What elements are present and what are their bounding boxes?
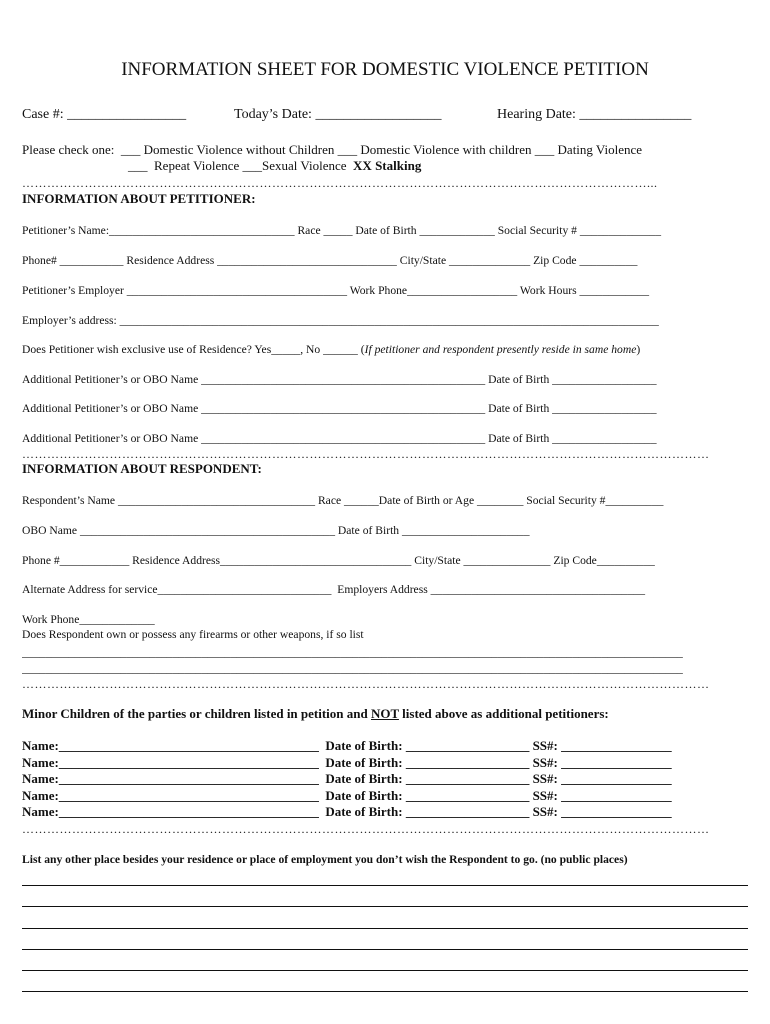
- respondent-name-line: Respondent’s Name __________________________________ Race ______Date of Birth or Age ________ Social Security #__________: [22, 494, 664, 507]
- firearms-blank-line: __________________________________________________________________________________________________________________: [22, 647, 683, 659]
- dotted-separator: ……………………………………………………………………………………………………………………………………...: [22, 177, 658, 189]
- minor-children-heading-end: listed above as additional petitioners:: [398, 706, 609, 721]
- child-entry-row: Name:________________________________________ Date of Birth: ___________________ SS#: _________________: [22, 804, 672, 819]
- firearms-question: Does Respondent own or possess any firearms or other weapons, if so list: [22, 628, 364, 641]
- writing-line: [22, 991, 748, 992]
- case-number-field: Case #: _________________: [22, 107, 187, 122]
- employer-address-line: Employer’s address: _____________________________________________________________________________________________: [22, 314, 659, 327]
- petitioner-section-heading: INFORMATION ABOUT PETITIONER:: [22, 191, 256, 206]
- writing-line: [22, 970, 748, 971]
- petitioner-phone-line: Phone# ___________ Residence Address _______________________________ City/State ______________ Zip Code __________: [22, 254, 638, 267]
- other-places-heading: List any other place besides your residence or place of employment you don’t wish the Respondent to go. (no public places): [22, 853, 628, 866]
- child-entry-row: Name:________________________________________ Date of Birth: ___________________ SS#: _________________: [22, 788, 672, 803]
- petitioner-employer-line: Petitioner’s Employer ______________________________________ Work Phone___________________ Work Hours ____________: [22, 284, 650, 297]
- minor-children-heading-not: NOT: [370, 706, 399, 721]
- child-entry-row: Name:________________________________________ Date of Birth: ___________________ SS#: _________________: [22, 771, 672, 786]
- child-entry-row: Name:________________________________________ Date of Birth: ___________________ SS#: _________________: [22, 755, 672, 770]
- case-type-options: ___ Repeat Violence ___Sexual Violence: [128, 158, 354, 173]
- todays-date-field: Today’s Date: __________________: [234, 107, 442, 122]
- exclusive-residence-question: Does Petitioner wish exclusive use of Residence? Yes_____, No ______ (: [22, 343, 365, 356]
- minor-children-heading: [22, 707, 609, 720]
- additional-petitioner-line: Additional Petitioner’s or OBO Name _________________________________________________ Date of Birth __________________: [22, 402, 657, 415]
- writing-line: [22, 949, 748, 950]
- dotted-separator: …………………………………………………………………………………………………………………………………………………: [22, 823, 710, 835]
- exclusive-residence-line: [22, 344, 640, 356]
- respondent-obo-line: OBO Name ____________________________________________ Date of Birth ______________________: [22, 524, 530, 537]
- respondent-phone-line: Phone #____________ Residence Address_________________________________ City/State _______________ Zip Code__________: [22, 554, 655, 567]
- exclusive-residence-note: If petitioner and respondent presently reside in same home: [364, 343, 637, 356]
- respondent-work-phone-line: Work Phone_____________: [22, 613, 155, 626]
- petitioner-name-line: Petitioner’s Name:________________________________ Race _____ Date of Birth _____________ Social Security # ______________: [22, 224, 661, 237]
- writing-line: [22, 906, 748, 907]
- respondent-section-heading: INFORMATION ABOUT RESPONDENT:: [22, 461, 262, 476]
- exclusive-residence-close: ): [636, 343, 641, 356]
- additional-petitioner-line: Additional Petitioner’s or OBO Name _________________________________________________ Date of Birth __________________: [22, 373, 657, 386]
- page-title: INFORMATION SHEET FOR DOMESTIC VIOLENCE PETITION: [121, 59, 649, 80]
- minor-children-heading-start: Minor Children of the parties or children listed in petition and: [22, 706, 371, 721]
- child-entry-row: Name:________________________________________ Date of Birth: ___________________ SS#: _________________: [22, 738, 672, 753]
- dotted-separator: …………………………………………………………………………………………………………………………………………………: [22, 448, 710, 460]
- case-type-selected: XX Stalking: [353, 158, 422, 173]
- additional-petitioner-line: Additional Petitioner’s or OBO Name _________________________________________________ Date of Birth __________________: [22, 432, 657, 445]
- respondent-alt-address-line: Alternate Address for service______________________________ Employers Address _____________________________________: [22, 583, 646, 596]
- case-type-checklist-line2: [128, 159, 421, 172]
- writing-line: [22, 928, 748, 929]
- hearing-date-field: Hearing Date: ________________: [497, 107, 692, 122]
- case-type-checklist-line1: Please check one: ___ Domestic Violence without Children ___ Domestic Violence with children ___ Dating Violence: [22, 142, 643, 157]
- firearms-blank-line: __________________________________________________________________________________________________________________: [22, 663, 683, 675]
- writing-line: [22, 885, 748, 886]
- dotted-separator: …………………………………………………………………………………………………………………………………………………: [22, 678, 710, 690]
